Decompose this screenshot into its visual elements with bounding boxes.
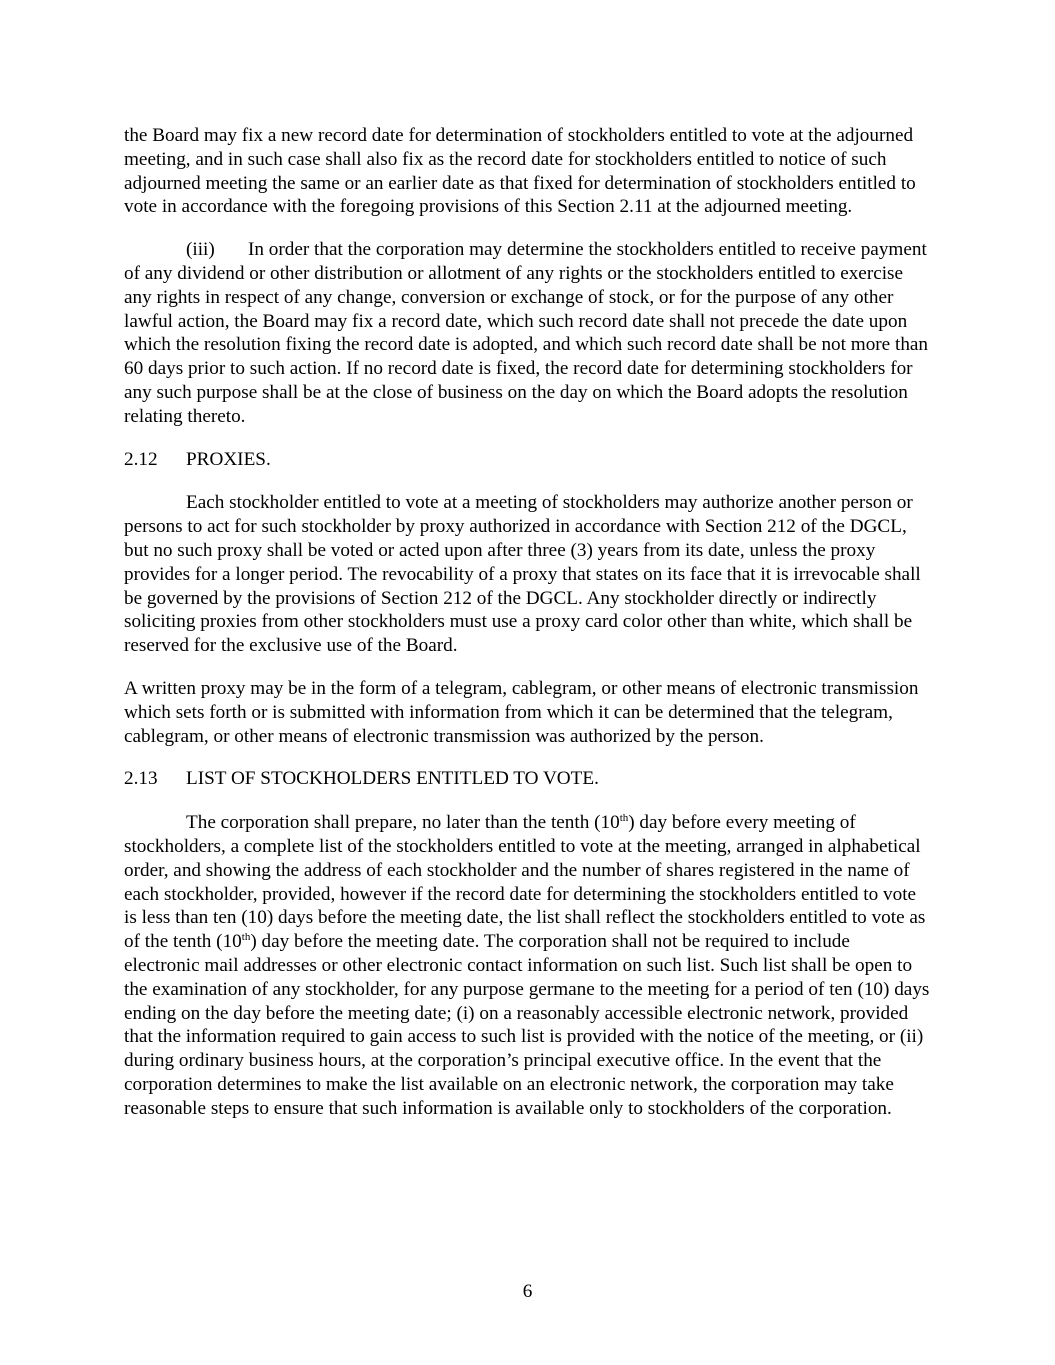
text-segment: ) day before the meeting date. The corporation shall not be required to include electronic mail addresses or other electronic contact information on such list. Such list shall be open to the examination of any stockholder, for any purpose germane to the meeting for a period of ten (10) days ending on the day before the meeting date; (i) on a reasonably accessible electronic network, provided that the information required to gain access to such list is provided with the notice of the meeting, or (ii) during ordinary business hours, at the corporation’s principal executive office. In the event that the corporation determines to make the list available on an electronic network, the corporation may take reasonable steps to ensure that such information is available only to stockholders of the corporation. xyxy=(124,931,930,1119)
text-segment: ) day before every meeting of stockholders, a complete list of the stockholders entitled to vote at the meeting, arranged in alphabetical order, and showing the address of each stockholder and the number of shares registered in the name of each stockholder, provided, however if the record date for determining the stockholders entitled to vote is less than ten (10) days before the meeting date, the list shall reflect the stockholders entitled to vote as of the tenth (10 xyxy=(124,812,926,953)
paragraph-continuation: the Board may fix a new record date for determination of stockholders entitled to vote at the adjourned meeting, and in such case shall also fix as the record date for stockholders entitled to notice of such adjourned meeting the same or an earlier date as that fixed for determination of stockholders entitled to vote in accordance with the foregoing provisions of this Section 2.11 at the adjourned meeting. xyxy=(124,125,916,218)
ordinal-superscript: th xyxy=(619,812,629,825)
page-number: 6 xyxy=(522,1281,533,1302)
subsection-iii xyxy=(124,238,930,428)
stockholder-list-paragraph xyxy=(124,811,930,1120)
section-heading-2-12 xyxy=(124,448,930,472)
section-title: PROXIES. xyxy=(186,448,271,470)
subsection-text: In order that the corporation may determine the stockholders entitled to receive payment of any dividend or other distribution or allotment of any rights or the stockholders entitled to exercise any rights in respect of any change, conversion or exchange of stock, or for the purpose of any other lawful action, the Board may fix a record date, which such record date shall not precede the date upon which the resolution fixing the record date is adopted, and which such record date shall be not more than 60 days prior to such action. If no record date is fixed, the record date for determining stockholders for any such purpose shall be at the close of business on the day on which the Board adopts the resolution relating thereto. xyxy=(124,239,929,427)
ordinal-superscript: th xyxy=(241,931,251,944)
section-heading-2-13 xyxy=(124,767,930,791)
section-number: 2.12 xyxy=(124,448,158,470)
section-number: 2.13 xyxy=(124,768,158,790)
proxies-paragraph-2: A written proxy may be in the form of a telegram, cablegram, or other means of electronic transmission which sets forth or is submitted with information from which it can be determined that the telegram, cablegram, or other means of electronic transmission was authorized by the person. xyxy=(124,677,919,747)
section-title: LIST OF STOCKHOLDERS ENTITLED TO VOTE. xyxy=(186,768,599,790)
text-segment: The corporation shall prepare, no later than the tenth (10 xyxy=(186,812,620,834)
proxies-paragraph-1: Each stockholder entitled to vote at a meeting of stockholders may authorize another person or persons to act for such stockholder by proxy authorized in accordance with Section 212 of the DGCL, but no such proxy shall be voted or acted upon after three (3) years from its date, unless the proxy provides for a longer period. The revocability of a proxy that states on its face that it is irrevocable shall be governed by the provisions of Section 212 of the DGCL. Any stockholder directly or indirectly soliciting proxies from other stockholders must use a proxy card color other than white, which shall be reserved for the exclusive use of the Board. xyxy=(124,492,921,657)
document-page xyxy=(124,124,930,1139)
subsection-number: (iii) xyxy=(186,239,215,261)
